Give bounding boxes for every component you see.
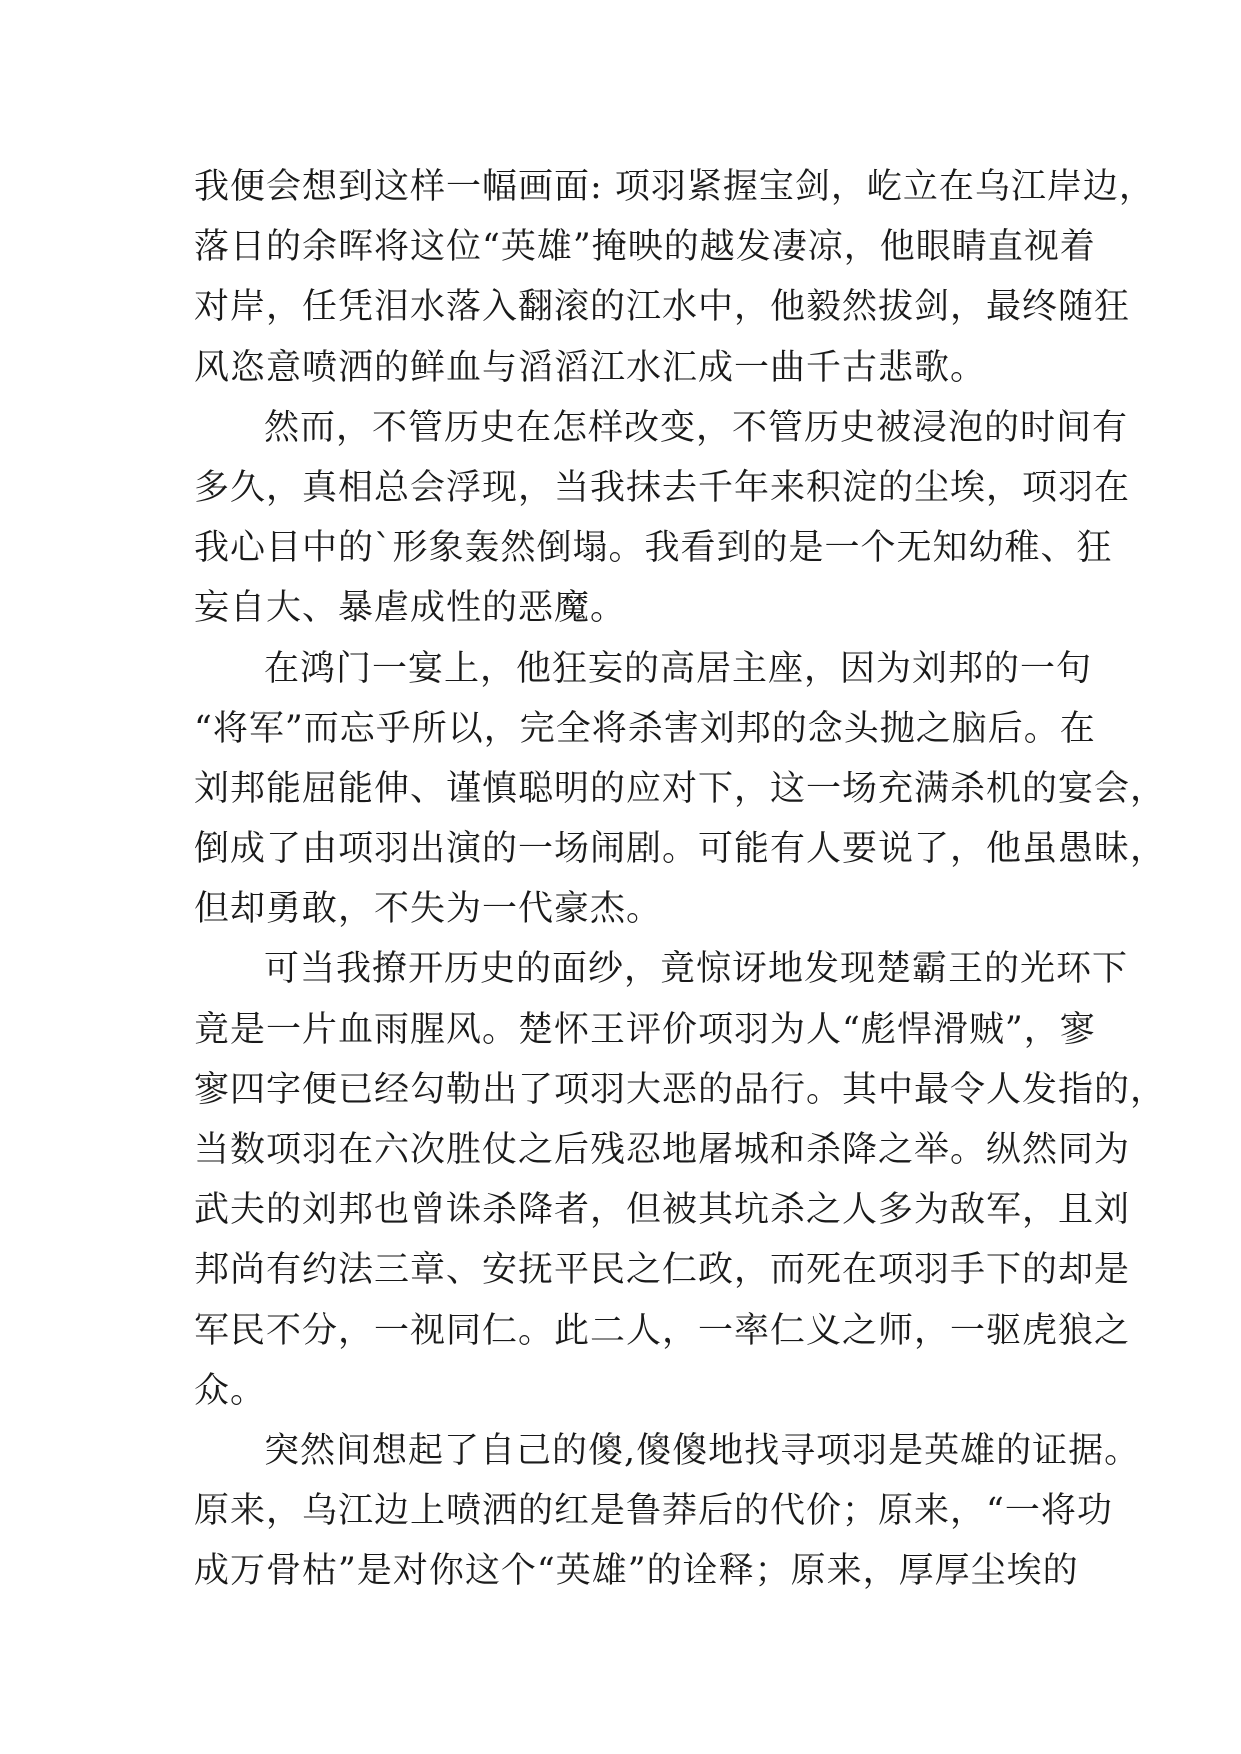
text-line: 我心目中的`形象轰然倒塌。我看到的是一个无知幼稚、狂 <box>194 528 1113 569</box>
text-line: 当数项羽在六次胜仗之后残忍地屠城和杀降之举。纵然同为 <box>194 1130 1131 1170</box>
text-line: 军民不分，一视同仁。此二人，一率仁义之师，一驱虎狼之 <box>194 1310 1131 1351</box>
text-line: 风恣意喷洒的鲜血与滔滔江水汇成一曲千古悲歌。 <box>194 347 987 388</box>
text-line: 多久，真相总会浮现，当我抹去千年来积淀的尘埃，项羽在 <box>194 467 1131 508</box>
text-line: 原来，乌江边上喷洒的红是鲁莽后的代价；原来，“一将功 <box>194 1491 1113 1532</box>
text-line: 但却勇敢，不失为一代豪杰。 <box>194 889 663 930</box>
text-line: 武夫的刘邦也曾诛杀降者，但被其坑杀之人多为敌军，且刘 <box>194 1190 1131 1231</box>
text-line: “将军”而忘乎所以，完全将杀害刘邦的念头抛之脑后。在 <box>194 708 1096 749</box>
text-line: 刘邦能屈能伸、谨慎聪明的应对下，这一场充满杀机的宴会， <box>194 768 1167 809</box>
text-line: 倒成了由项羽出演的一场闹剧。可能有人要说了，他虽愚昧， <box>194 829 1167 870</box>
text-line: 对岸，任凭泪水落入翻滚的江水中，他毅然拔剑，最终随狂 <box>194 287 1131 328</box>
text-line: 众。 <box>194 1370 267 1411</box>
text-line: 我便会想到这样一幅画面: 项羽紧握宝剑，屹立在乌江岸边， <box>194 167 1155 207</box>
essay-body <box>194 157 1167 1602</box>
text-line: 邦尚有约法三章、安抚平民之仁政，而死在项羽手下的却是 <box>194 1250 1131 1291</box>
text-line: 成万骨枯”是对你这个“英雄”的诠释；原来，厚厚尘埃的 <box>194 1551 1079 1592</box>
text-line: 可当我撩开历史的面纱，竟惊讶地发现楚霸王的光环下 <box>264 949 1129 990</box>
text-line: 妄自大、暴虐成性的恶魔。 <box>194 588 627 629</box>
text-line: 寥四字便已经勾勒出了项羽大恶的品行。其中最令人发指的， <box>194 1069 1167 1110</box>
text-line: 突然间想起了自己的傻,傻傻地找寻项羽是英雄的证据。 <box>264 1430 1141 1471</box>
text-line: 然而，不管历史在怎样改变，不管历史被浸泡的时间有 <box>264 407 1129 448</box>
text-line: 竟是一片血雨腥风。楚怀王评价项羽为人“彪悍滑贼”，寥 <box>194 1009 1096 1050</box>
text-line: 落日的余晖将这位“英雄”掩映的越发凄凉，他眼睛直视着 <box>194 227 1096 268</box>
text-line: 在鸿门一宴上，他狂妄的高居主座，因为刘邦的一句 <box>264 648 1093 689</box>
